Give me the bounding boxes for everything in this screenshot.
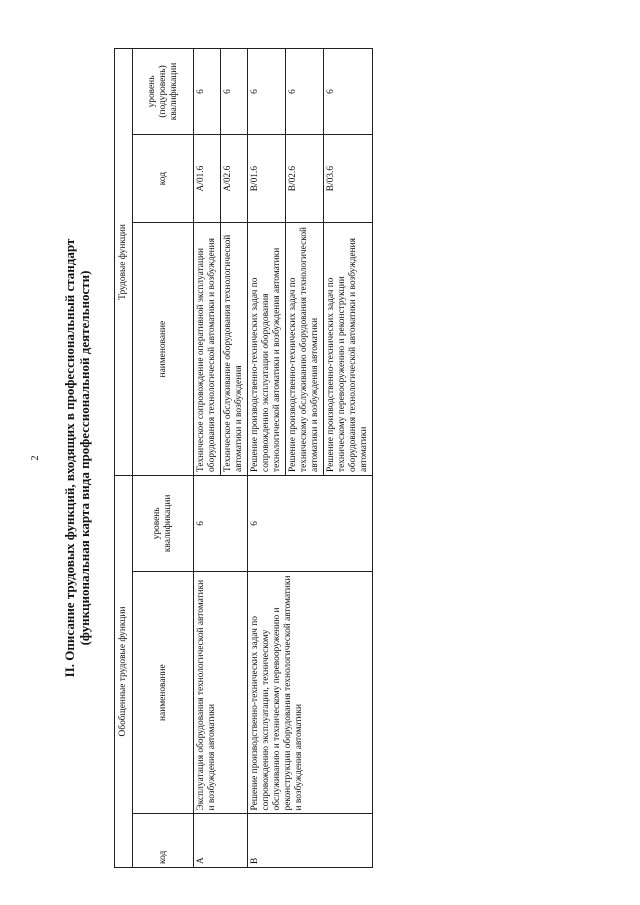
- tf-code: В/01.6: [248, 134, 286, 222]
- header-tf-code: код: [133, 134, 194, 222]
- table-row: [248, 49, 286, 868]
- gf-name: Эксплуатация оборудования технологической автоматики и возбуждения автоматики: [194, 571, 248, 814]
- heading-line-1: II. Описание трудовых функций, входящих в профессиональный стандарт: [62, 238, 77, 678]
- tf-name: Решение производственно-технических задач по сопровождению эксплуатации оборудования технологической автоматики и возбуждения автоматики: [248, 223, 286, 476]
- functional-map-table: [114, 48, 373, 868]
- tf-name: Техническое сопровождение оперативной эксплуатации оборудования технологической автоматики и возбуждения: [194, 223, 221, 476]
- gf-level: 6: [248, 475, 373, 571]
- gf-name: Решение производственно-технических задач по сопровождению эксплуатации, техническому обслуживанию и техническому перевооружению и реконструкции оборудования технологической автоматики и возбуждения автоматики: [248, 571, 373, 814]
- header-name: наименование: [133, 571, 194, 814]
- section-heading: [62, 48, 92, 868]
- tf-code: В/02.6: [286, 134, 324, 222]
- tf-name: Решение производственно-технических задач по техническому обслуживанию оборудования технологической автоматики и возбуждения автоматики: [286, 223, 324, 476]
- group-header-generalized: Обобщенные трудовые функции: [115, 475, 133, 867]
- tf-level: 6: [324, 49, 373, 135]
- tf-name: Решение производственно-технических задач по техническому перевооружению и реконструкции оборудования технологической автоматики и возбуждения автоматики: [324, 223, 373, 476]
- heading-line-2: (функциональная карта вида профессиональной деятельности): [77, 270, 92, 646]
- gf-code: В: [248, 814, 373, 868]
- tf-level: 6: [248, 49, 286, 135]
- header-tf-level: уровень (подуровень) квалификации: [133, 49, 194, 135]
- header-code: код: [133, 814, 194, 868]
- page-number: 2: [30, 455, 41, 461]
- tf-level: 6: [194, 49, 221, 135]
- gf-level: 6: [194, 475, 248, 571]
- header-level: уровень квалификации: [133, 475, 194, 571]
- table-row: [194, 49, 221, 868]
- tf-name: Техническое обслуживание оборудования технологической автоматики и возбуждения: [221, 223, 248, 476]
- rotated-page-content: [62, 48, 582, 868]
- tf-level: 6: [221, 49, 248, 135]
- tf-code: В/03.6: [324, 134, 373, 222]
- tf-code: А/02.6: [221, 134, 248, 222]
- header-tf-name: наименование: [133, 223, 194, 476]
- gf-code: А: [194, 814, 248, 868]
- tf-code: А/01.6: [194, 134, 221, 222]
- tf-level: 6: [286, 49, 324, 135]
- group-header-functions: Трудовые функции: [115, 49, 133, 476]
